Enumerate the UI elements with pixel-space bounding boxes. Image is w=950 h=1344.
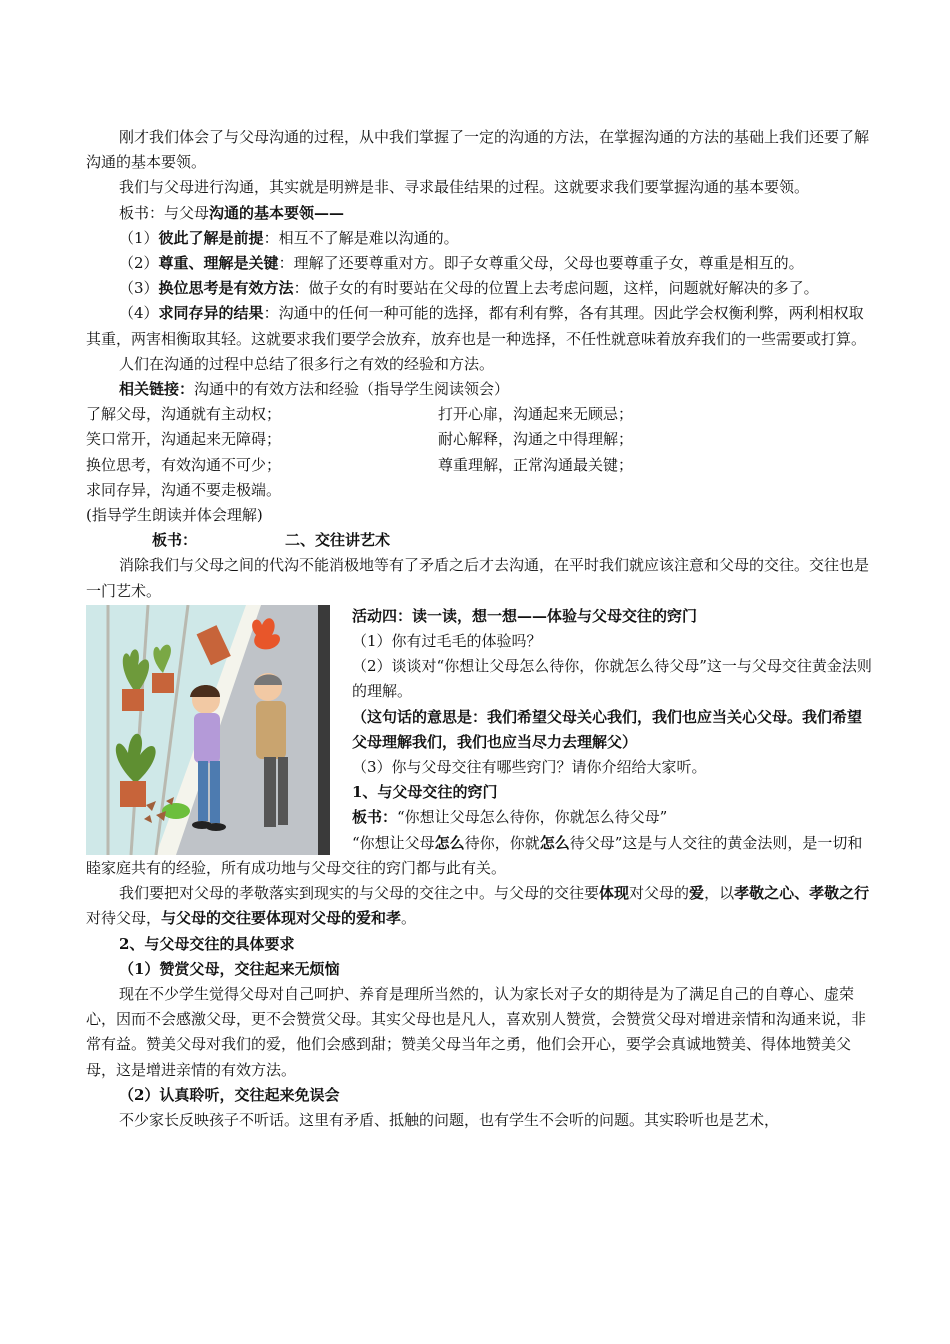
board-label: 板书： — [152, 531, 198, 550]
tip-left: 换位思考，有效沟通不可少； — [86, 455, 282, 474]
requirement-1: （1）赞赏父母，交往起来无烦恼 — [119, 959, 340, 978]
text: 。 — [401, 909, 417, 928]
point-2 — [86, 251, 876, 276]
point-title: 换位思考是有效方法 — [158, 279, 294, 298]
tips-row-2 — [86, 427, 876, 452]
golden-rule-text: “你想让父母怎么待你，你就怎么待父母” — [397, 808, 668, 827]
point-1 — [86, 226, 876, 251]
requirement-2: （2）认真聆听，交往起来免误会 — [119, 1085, 340, 1104]
question-2: （2）谈谈对“你想让父母怎么待你，你就怎么待父母”这一与父母交往黄金法则的理解。 — [352, 657, 872, 701]
board-key-points: 沟通的基本要领—— — [209, 203, 345, 222]
emphasis: 体现 — [599, 884, 630, 903]
emphasis: 与父母的交往要体现对父母的爱和孝 — [161, 909, 402, 928]
text: 对待父母， — [86, 909, 162, 928]
board-heading — [86, 201, 876, 226]
activity-four-title: 活动四：读一读，想一想——体验与父母交往的窍门 — [352, 606, 698, 625]
section-title: 二、交往讲艺术 — [285, 531, 391, 550]
rule-text: 待你，你就 — [464, 833, 540, 852]
point-number: （2） — [119, 254, 159, 273]
rule-text: 待父母”这是与人交往的黄金法则，是一切和睦家庭共有的经验，所有成功地与父母交往的窍门都与此有关。 — [86, 833, 863, 877]
document-body — [86, 125, 876, 1133]
point-text: ：做子女的有时要站在父母的位置上去考虑问题，这样，问题就好解决的多了。 — [293, 279, 819, 298]
point-text: ：沟通中的任何一种可能的选择，都有利有弊，各有其理。因此学会权衡利弊，两利相权取其重，两害相衡取其轻。这就要求我们要学会放弃，放弃也是一种选择，不任性就意味着放弃我们的一些需要或打算。 — [86, 304, 867, 348]
board-label: 板书： — [352, 808, 398, 827]
board-section-two — [86, 528, 876, 553]
related-link-label: 相关链接： — [119, 380, 195, 399]
related-link — [86, 377, 876, 402]
question-1: （1）你有过毛毛的体验吗？ — [352, 632, 542, 651]
emphasis: 爱 — [689, 884, 705, 903]
tip-left: 笑口常开，沟通起来无障碍； — [86, 430, 282, 449]
illustration-father-son — [86, 605, 330, 855]
question-2-answer: （这句话的意思是：我们希望父母关心我们，我们也应当关心父母。我们希望父母理解我们，我们也应当尽力去理解父） — [352, 707, 863, 751]
activity-block — [86, 604, 876, 881]
point-text: ：相互不了解是难以沟通的。 — [263, 228, 459, 247]
tips-row-1 — [86, 402, 876, 427]
tips-row-3 — [86, 453, 876, 478]
board-prefix: 板书：与父母 — [119, 203, 210, 222]
tip-last: 求同存异，沟通不要走极端。 — [86, 480, 282, 499]
tip-left: 了解父母，沟通就有主动权； — [86, 405, 282, 424]
paragraph-communication: 我们与父母进行沟通，其实就是明辨是非、寻求最佳结果的过程。这就要求我们要掌握沟通的基本要领。 — [119, 178, 810, 197]
point-4 — [86, 301, 876, 351]
rule-emphasis: 怎么 — [539, 833, 570, 852]
point-text: ：理解了还要尊重对方。即子女尊重父母，父母也要尊重子女，尊重是相互的。 — [278, 254, 804, 273]
tip-right: 耐心解释，沟通之中得理解； — [438, 430, 634, 449]
section-one-title: 1、与父母交往的窍门 — [352, 783, 498, 802]
point-number: （1） — [119, 228, 159, 247]
related-link-text: 沟通中的有效方法和经验（指导学生阅读领会） — [194, 380, 510, 399]
paragraph-filial-piety — [86, 881, 876, 931]
emphasis: 孝敬之心、孝敬之行 — [734, 884, 870, 903]
paragraph-generation-gap: 消除我们与父母之间的代沟不能消极地等有了矛盾之后才去沟通，在平时我们就应该注意和父母的交往。交往也是一门艺术。 — [86, 556, 870, 600]
rule-emphasis: 怎么 — [434, 833, 465, 852]
point-3 — [86, 276, 876, 301]
paragraph-intro: 刚才我们体会了与父母沟通的过程，从中我们掌握了一定的沟通的方法，在掌握沟通的方法的基础上我们还要了解沟通的基本要领。 — [86, 128, 870, 172]
point-title: 求同存异的结果 — [158, 304, 264, 323]
point-title: 尊重、理解是关键 — [158, 254, 279, 273]
paragraph-listening: 不少家长反映孩子不听话。这里有矛盾、抵触的问题，也有学生不会听的问题。其实聆听也是艺术， — [119, 1110, 780, 1129]
question-3: （3）你与父母交往有哪些窍门？请你介绍给大家听。 — [352, 758, 707, 777]
point-title: 彼此了解是前提 — [158, 228, 264, 247]
text: 对父母的 — [629, 884, 690, 903]
paragraph-summary: 人们在沟通的过程中总结了很多行之有效的经验和方法。 — [119, 354, 495, 373]
section-two-title: 2、与父母交往的具体要求 — [119, 934, 295, 953]
point-number: （4） — [119, 304, 159, 323]
tip-right: 打开心扉，沟通起来无顾忌； — [438, 405, 634, 424]
guide-note: (指导学生朗读并体会理解) — [86, 506, 263, 525]
rule-text: “你想让父母 — [352, 833, 435, 852]
tip-right: 尊重理解，正常沟通最关键； — [438, 455, 634, 474]
text: ，以 — [704, 884, 735, 903]
text: 我们要把对父母的孝敬落实到现实的与父母的交往之中。与父母的交往要 — [119, 884, 600, 903]
paragraph-praise: 现在不少学生觉得父母对自己呵护、养育是理所当然的，认为家长对子女的期待是为了满足自己的自尊心、虚荣心，因而不会感激父母，更不会赞赏父母。其实父母也是凡人，喜欢别人赞赏，会赞赏父母对增进亲情和沟通来说，非常有益。赞美父母对我们的爱，他们会感到甜；赞美父母当年之勇，他们会开心，要学会真诚地赞美、得体地赞美父母，这是增进亲情的有效方法。 — [86, 984, 867, 1079]
point-number: （3） — [119, 279, 159, 298]
